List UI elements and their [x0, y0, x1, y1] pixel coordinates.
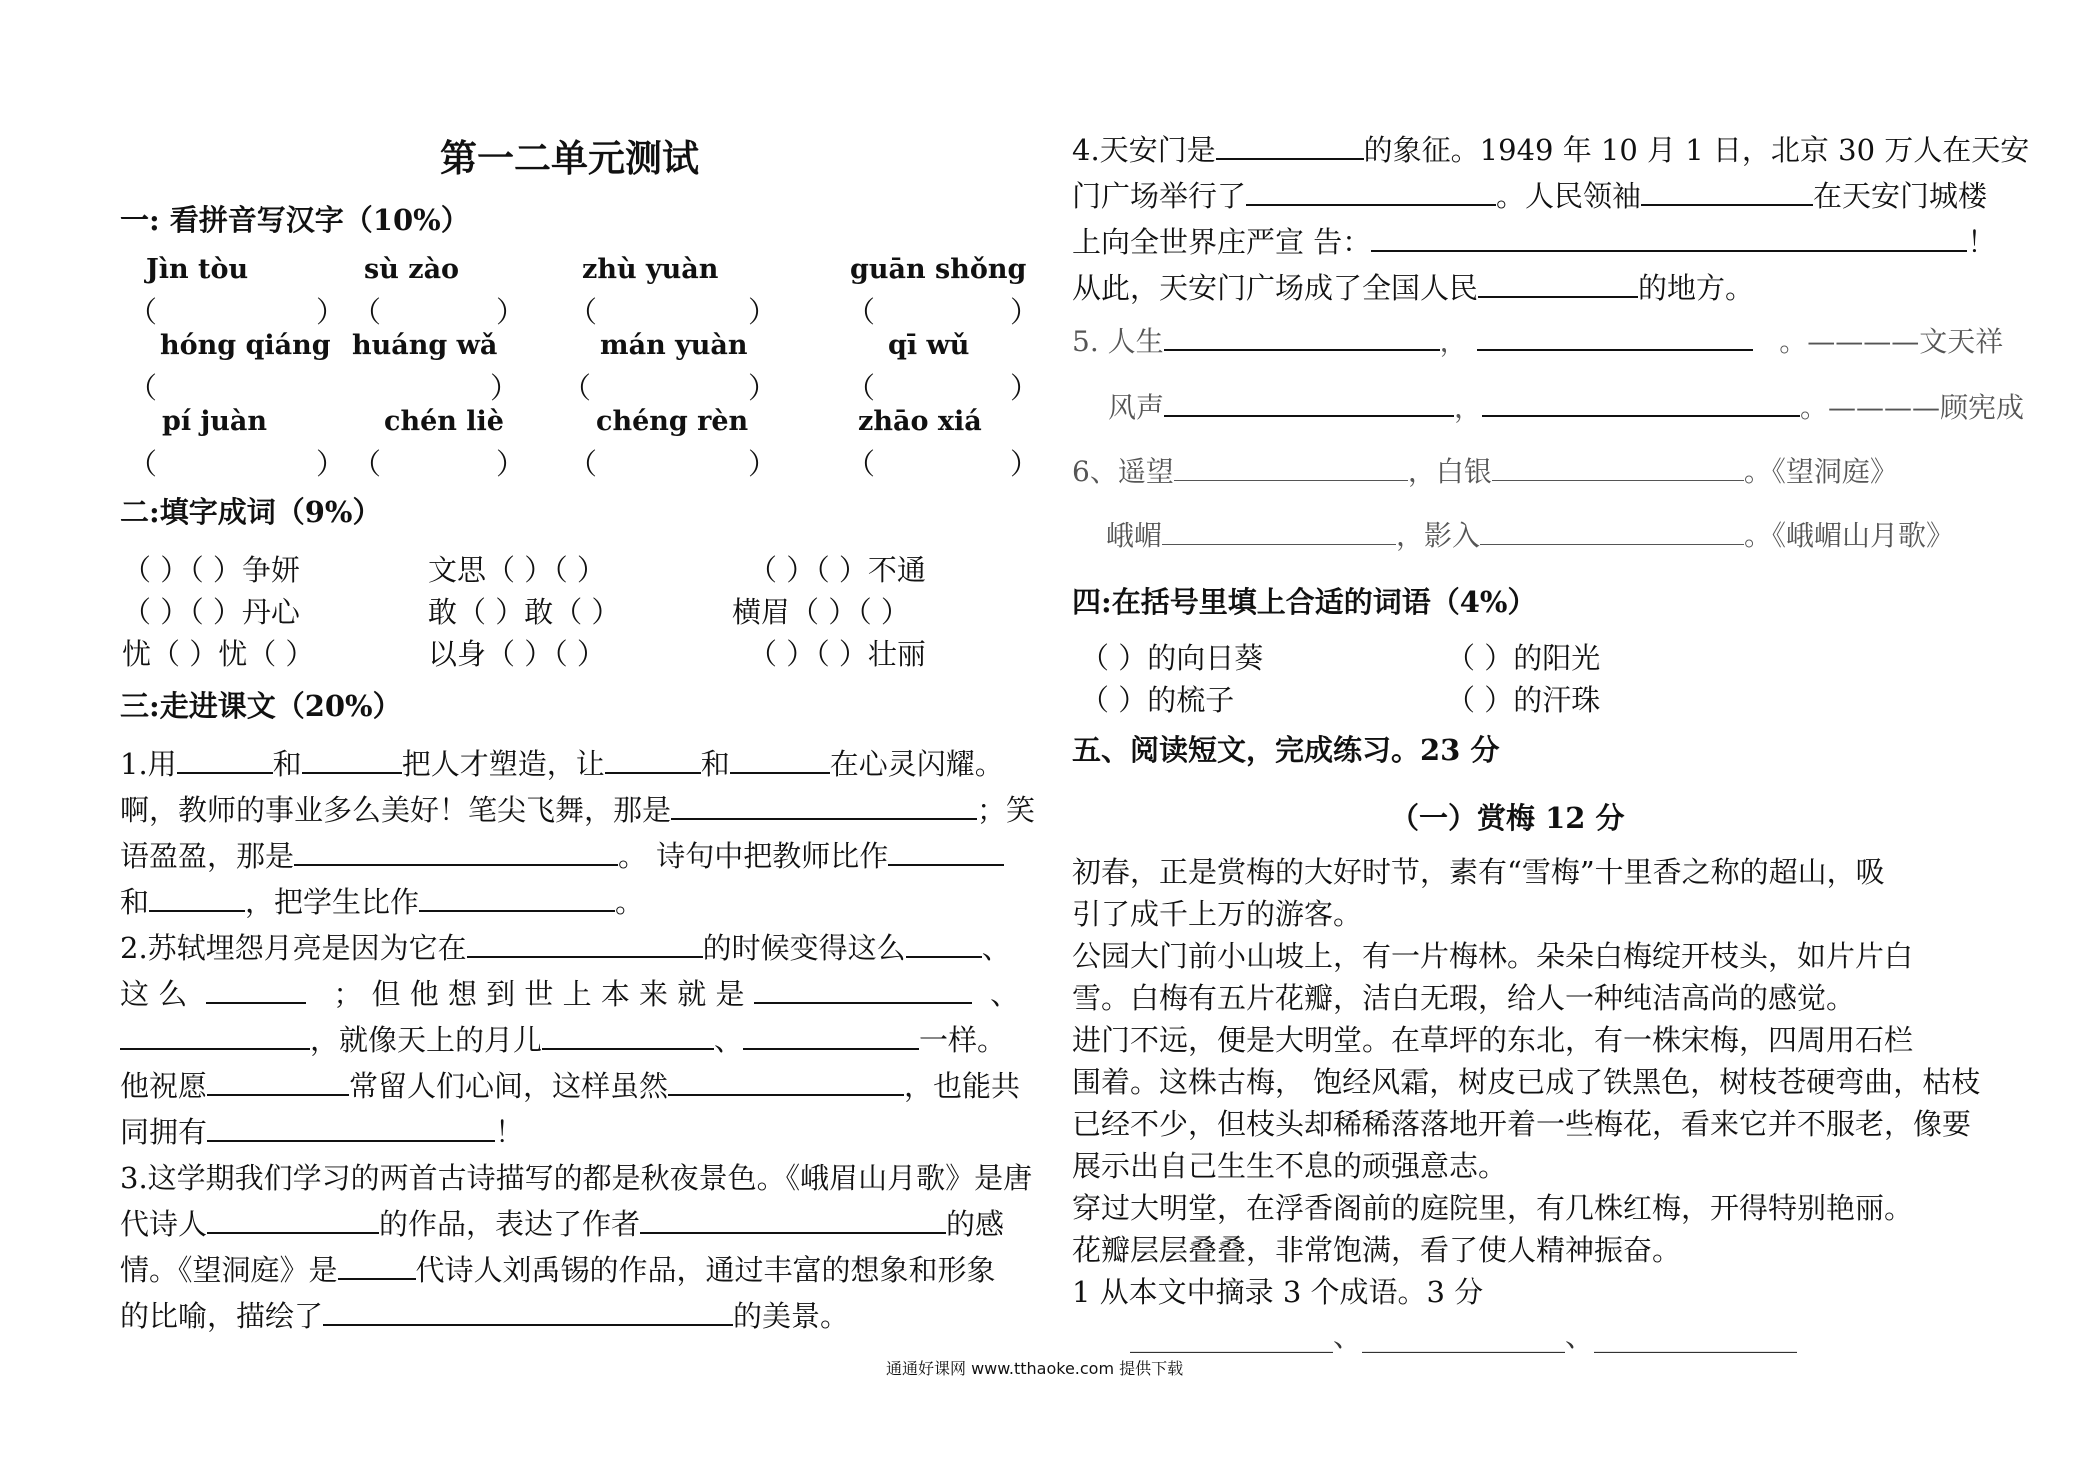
q3-line-4: 的比喻，描绘了 的美景。 — [120, 1299, 850, 1333]
q6-line-1: 6、遥望 ，白银 。《望洞庭》 — [1072, 455, 1898, 488]
answer-blank[interactable] — [888, 840, 1004, 866]
q3-line-1: 3.这学期我们学习的两首古诗描写的都是秋夜景色。《峨眉山月歌》是唐 — [120, 1161, 1033, 1195]
section-5-heading: 五、阅读短文，完成练习。23 分 — [1072, 733, 1500, 767]
fill-item: 文思（ ）（ ） — [428, 553, 606, 587]
pinyin-item: guān shǒng — [850, 254, 1027, 285]
answer-blank[interactable] — [542, 1024, 714, 1050]
answer-paren-open: （ — [846, 295, 876, 329]
passage-line: 已经不少，但枝头却稀稀落落地开着一些梅花，看来它并不服老，像要 — [1072, 1107, 1972, 1141]
fill-item: （ ）（ ）争妍 — [122, 553, 300, 587]
answer-blank[interactable] — [419, 886, 615, 912]
fill-item: （ ）（ ）不通 — [748, 553, 926, 587]
answer-paren-close: ） — [496, 295, 526, 329]
answer-paren-open: （ — [352, 295, 382, 329]
page-title: 第一二单元测试 — [440, 136, 699, 180]
word-item: （ ）的阳光 — [1446, 641, 1601, 675]
answer-blank[interactable] — [207, 1070, 349, 1096]
fill-item: 忧（ ）忧（ ） — [122, 637, 315, 671]
answer-paren-open: （ — [568, 295, 598, 329]
word-item: （ ）的梳子 — [1080, 683, 1235, 717]
answer-blank[interactable] — [294, 840, 618, 866]
answer-blank[interactable] — [207, 1116, 495, 1142]
pinyin-item: zhù yuàn — [582, 254, 719, 285]
answer-blank[interactable] — [207, 1208, 379, 1234]
passage-line: 初春，正是赏梅的大好时节，素有“雪梅”十里香之称的超山，吸 — [1072, 855, 1885, 889]
answer-paren-open: （ — [128, 447, 158, 481]
pinyin-item: chén liè — [384, 406, 504, 437]
answer-blank[interactable] — [1641, 180, 1813, 206]
q2-line-3: ，就像天上的月儿 、 一样。 — [120, 1018, 1006, 1059]
answer-blank[interactable] — [605, 748, 701, 774]
word-item: （ ）的汗珠 — [1446, 683, 1601, 717]
answer-paren-open: （ — [568, 447, 598, 481]
answer-paren-close: ） — [490, 371, 520, 405]
answer-blank[interactable] — [467, 932, 703, 958]
section-4-heading: 四:在括号里填上合适的词语（4%） — [1072, 585, 1537, 619]
answer-blank[interactable] — [302, 748, 402, 774]
answer-paren-close: ） — [1010, 295, 1040, 329]
answer-blank[interactable] — [1174, 456, 1408, 481]
q2-line-5: 同拥有 ！ — [120, 1115, 525, 1149]
q6-line-2: 峨嵋 ，影入 。《峨嵋山月歌》 — [1106, 519, 1955, 552]
answer-paren-close: ） — [316, 295, 346, 329]
answer-paren-close: ） — [1010, 371, 1040, 405]
q1-line-1: 1.用 和 把人才塑造，让 和 在心灵闪耀。 — [120, 747, 1004, 781]
pinyin-item: chéng rèn — [596, 406, 749, 437]
pinyin-item: qī wǔ — [888, 330, 970, 361]
q4-line-3: 上向全世界庄严宣 告： ！ — [1072, 225, 1997, 259]
pinyin-item: zhāo xiá — [858, 406, 982, 437]
answer-paren-open: （ — [846, 447, 876, 481]
answer-blank[interactable] — [743, 1024, 919, 1050]
passage-line: 花瓣层层叠叠，非常饱满，看了使人精神振奋。 — [1072, 1233, 1682, 1267]
answer-blank[interactable] — [1482, 391, 1800, 417]
answer-paren-close: ） — [748, 447, 778, 481]
answer-paren-close: ） — [748, 371, 778, 405]
fill-item: （ ）（ ）壮丽 — [748, 637, 926, 671]
pinyin-item: Jìn tòu — [146, 254, 249, 285]
answer-paren-open: （ — [128, 371, 158, 405]
passage-line: 展示出自己生生不息的顽强意志。 — [1072, 1149, 1508, 1183]
section-1-heading: 一: 看拼音写汉字（10%） — [120, 203, 470, 237]
passage-line: 进门不远，便是大明堂。在草坪的东北，有一株宋梅，四周用石栏 — [1072, 1023, 1914, 1057]
answer-blank[interactable] — [1216, 134, 1364, 160]
answer-paren-open: （ — [562, 371, 592, 405]
pinyin-item: sù zào — [364, 254, 460, 285]
answer-blank[interactable] — [206, 978, 306, 1004]
answer-blank[interactable] — [906, 932, 982, 958]
pinyin-item: huáng wǎ — [352, 330, 498, 361]
section-3-heading: 三:走进课文（20%） — [120, 689, 402, 723]
q3-line-3: 情。《望洞庭》是 代诗人刘禹锡的作品，通过丰富的想象和形象 — [120, 1253, 996, 1287]
answer-blank[interactable] — [1478, 272, 1638, 298]
answer-blank[interactable] — [1492, 456, 1744, 481]
passage-line: 公园大门前小山坡上，有一片梅林。朵朵白梅绽开枝头，如片片白 — [1072, 939, 1914, 973]
answer-paren-open: （ — [128, 295, 158, 329]
passage-line: 穿过大明堂，在浮香阁前的庭院里，有几株红梅，开得特别艳丽。 — [1072, 1191, 1914, 1225]
answer-blank[interactable] — [1371, 226, 1967, 252]
q4-line-2: 门广场举行了 。人民领袖 在天安门城楼 — [1072, 179, 1988, 213]
passage-title: （一）赏梅 12 分 — [1390, 801, 1625, 835]
answer-paren-close: ） — [496, 447, 526, 481]
passage-line: 引了成千上万的游客。 — [1072, 897, 1363, 931]
fill-item: 横眉（ ）（ ） — [732, 595, 910, 629]
answer-blank[interactable] — [668, 1070, 904, 1096]
answer-blank[interactable] — [671, 794, 977, 820]
q2-line-4: 他祝愿 常留人们心间，这样虽然 ，也能共 — [120, 1069, 1021, 1103]
answer-blank[interactable] — [120, 1024, 310, 1050]
fill-item: （ ）（ ）丹心 — [122, 595, 300, 629]
q1-line-4: 和 ，把学生比作 。 — [120, 885, 645, 919]
fill-item: 敢（ ）敢（ ） — [428, 595, 621, 629]
q1-line-2: 啊，教师的事业多么美好！笔尖飞舞，那是 ；笑 — [120, 793, 1036, 827]
q4-line-1: 4.天安门是 的象征。1949 年 10 月 1 日，北京 30 万人在天安 — [1072, 133, 2030, 167]
answer-blank[interactable] — [1162, 520, 1396, 545]
q4-line-4: 从此，天安门广场成了全国人民 的地方。 — [1072, 271, 1755, 305]
q2-line-2: 这 么 ； 但 他 想 到 世 上 本 来 就 是 、 — [120, 977, 1020, 1011]
answer-paren-close: ） — [1010, 447, 1040, 481]
answer-blank[interactable] — [1246, 180, 1496, 206]
word-item: （ ）的向日葵 — [1080, 641, 1264, 675]
answer-blank[interactable] — [177, 748, 273, 774]
answer-paren-close: ） — [748, 295, 778, 329]
q1-line-3: 语盈盈，那是 。 诗句中把教师比作 — [120, 834, 1004, 875]
q3-line-2: 代诗人 的作品，表达了作者 的感 — [120, 1207, 1005, 1241]
answer-blank[interactable] — [338, 1254, 416, 1280]
footer-credit: 通通好课网 www.tthaoke.com 提供下载 — [886, 1359, 1184, 1378]
q5-line-1: 5. 人生 ， 。————文天祥 — [1072, 325, 2004, 358]
answer-paren-open: （ — [352, 447, 382, 481]
pinyin-item: hóng qiáng — [160, 330, 331, 361]
pinyin-item: mán yuàn — [600, 330, 748, 361]
answer-blank[interactable] — [1164, 391, 1454, 417]
q2-line-1: 2.苏轼埋怨月亮是因为它在 的时候变得这么 、 — [120, 931, 1011, 965]
answer-line[interactable]: ______________、______________、______________ — [1130, 1319, 1798, 1353]
answer-blank[interactable] — [149, 886, 245, 912]
answer-blank[interactable] — [1164, 325, 1440, 351]
answer-blank[interactable] — [1477, 325, 1753, 351]
section-2-heading: 二:填字成词（9%） — [120, 495, 382, 529]
answer-blank[interactable] — [754, 978, 972, 1004]
q5-line-2: 风声 ， 。————顾宪成 — [1108, 391, 2025, 424]
fill-item: 以身（ ）（ ） — [428, 637, 606, 671]
pinyin-item: pí juàn — [162, 406, 268, 437]
passage-line: 雪。白梅有五片花瓣，洁白无瑕，给人一种纯洁高尚的感觉。 — [1072, 981, 1856, 1015]
passage-line: 围着。这株古梅， 饱经风霜，树皮已成了铁黑色，树枝苍硬弯曲，枯枝 — [1072, 1065, 1981, 1099]
answer-blank[interactable] — [323, 1300, 733, 1326]
passage-line: 1 从本文中摘录 3 个成语。3 分 — [1072, 1275, 1484, 1309]
answer-blank[interactable] — [640, 1208, 946, 1234]
answer-blank[interactable] — [730, 748, 830, 774]
answer-paren-open: （ — [846, 371, 876, 405]
answer-blank[interactable] — [1480, 520, 1744, 545]
answer-paren-close: ） — [316, 447, 346, 481]
